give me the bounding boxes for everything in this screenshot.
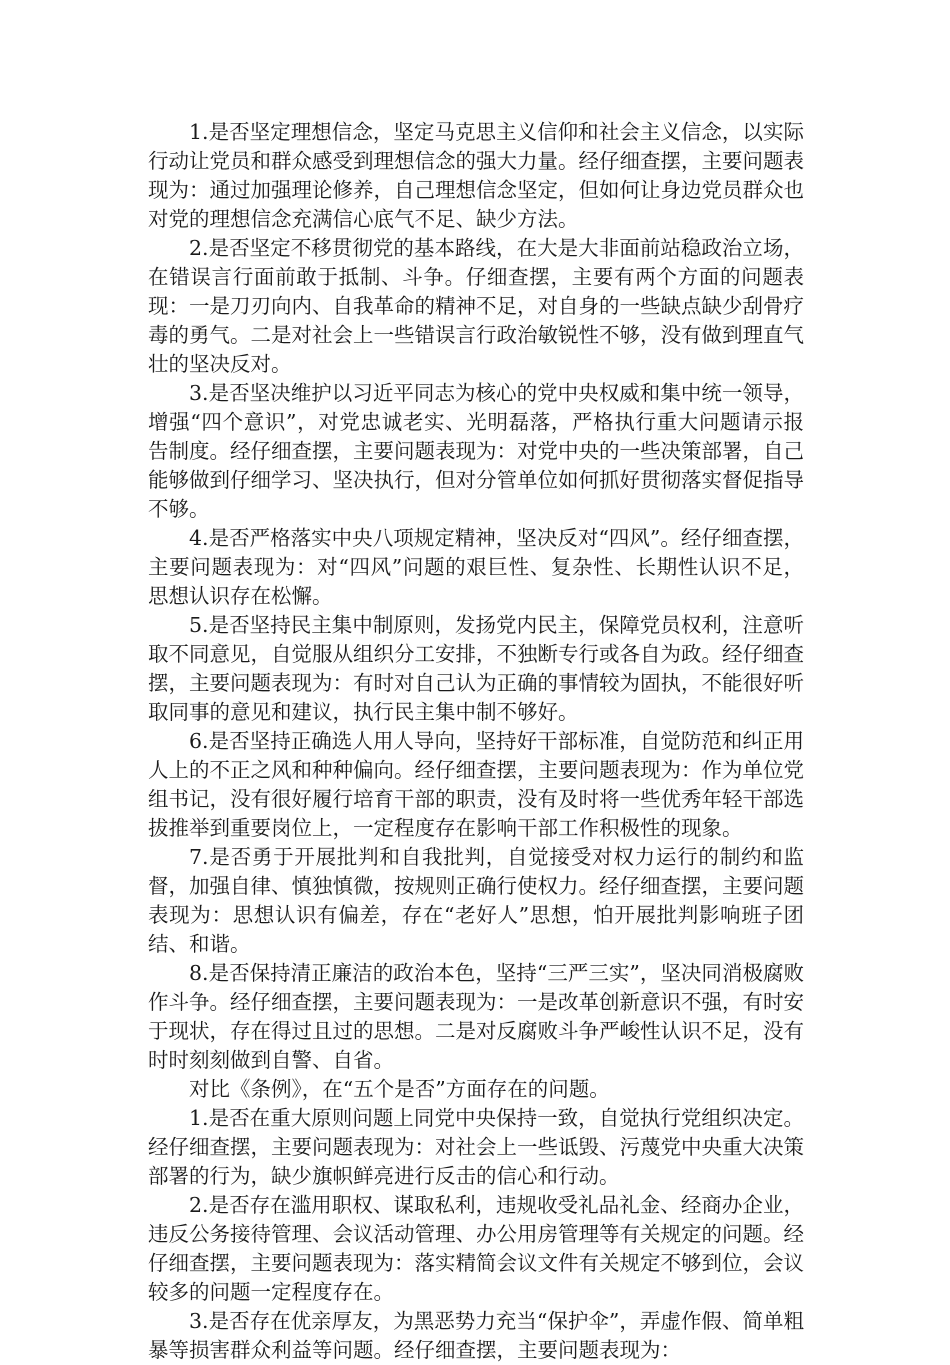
paragraph-3: 3.是否坚决维护以习近平同志为核心的党中央权威和集中统一领导，增强“四个意识”，对党忠诚老实、光明磊落，严格执行重大问题请示报告制度。经仔细查摆，主要问题表现为：对党中央的一些决策部署，自己能够做到仔细学习、坚决执行，但对分管单位如何抓好贯彻落实督促指导不够。 bbox=[148, 381, 804, 521]
section-heading-comparison: 对比《条例》，在“五个是否”方面存在的问题。 bbox=[189, 1077, 610, 1101]
paragraph-6: 6.是否坚持正确选人用人导向，坚持好干部标准，自觉防范和纠正用人上的不正之风和种种偏向。经仔细查摆，主要问题表现为：作为单位党组书记，没有很好履行培育干部的职责，没有及时将一些优秀年轻干部选拔推举到重要岗位上，一定程度存在影响干部工作积极性的现象。 bbox=[148, 729, 804, 840]
paragraph-8: 8.是否保持清正廉洁的政治本色，坚持“三严三实”，坚决同消极腐败作斗争。经仔细查摆，主要问题表现为：一是改革创新意识不强，有时安于现状，存在得过且过的思想。二是对反腐败斗争严峻性认识不足，没有时时刻刻做到自警、自省。 bbox=[148, 961, 804, 1072]
paragraph-5: 5.是否坚持民主集中制原则，发扬党内民主，保障党员权利，注意听取不同意见，自觉服从组织分工安排，不独断专行或各自为政。经仔细查摆，主要问题表现为：有时对自己认为正确的事情较为固执，不能很好听取同事的意见和建议，执行民主集中制不够好。 bbox=[148, 613, 804, 724]
paragraph-7: 7.是否勇于开展批判和自我批判，自觉接受对权力运行的制约和监督，加强自律、慎独慎微，按规则正确行使权力。经仔细查摆，主要问题表现为：思想认识有偏差，存在“老好人”思想，怕开展批判影响班子团结、和谐。 bbox=[148, 845, 804, 956]
document-body bbox=[148, 118, 804, 1365]
paragraph-4: 4.是否严格落实中央八项规定精神，坚决反对“四风”。经仔细查摆，主要问题表现为：对“四风”问题的艰巨性、复杂性、长期性认识不足，思想认识存在松懈。 bbox=[148, 526, 804, 608]
paragraph-11: 3.是否存在优亲厚友，为黑恶势力充当“保护伞”，弄虚作假、简单粗暴等损害群众利益等问题。经仔细查摆，主要问题表现为： bbox=[148, 1309, 804, 1362]
paragraph-2: 2.是否坚定不移贯彻党的基本路线，在大是大非面前站稳政治立场，在错误言行面前敢于抵制、斗争。仔细查摆，主要有两个方面的问题表现：一是刀刃向内、自我革命的精神不足，对自身的一些缺点缺少刮骨疗毒的勇气。二是对社会上一些错误言行政治敏锐性不够，没有做到理直气壮的坚决反对。 bbox=[148, 236, 804, 376]
paragraph-9: 1.是否在重大原则问题上同党中央保持一致，自觉执行党组织决定。经仔细查摆，主要问题表现为：对社会上一些诋毁、污蔑党中央重大决策部署的行为，缺少旗帜鲜亮进行反击的信心和行动。 bbox=[148, 1106, 804, 1188]
paragraph-10: 2.是否存在滥用职权、谋取私利，违规收受礼品礼金、经商办企业，违反公务接待管理、会议活动管理、办公用房管理等有关规定的问题。经仔细查摆，主要问题表现为：落实精简会议文件有关规定不够到位，会议较多的问题一定程度存在。 bbox=[148, 1193, 804, 1304]
paragraph-1: 1.是否坚定理想信念，坚定马克思主义信仰和社会主义信念，以实际行动让党员和群众感受到理想信念的强大力量。经仔细查摆，主要问题表现为：通过加强理论修养，自己理想信念坚定，但如何让身边党员群众也对党的理想信念充满信心底气不足、缺少方法。 bbox=[148, 120, 804, 231]
